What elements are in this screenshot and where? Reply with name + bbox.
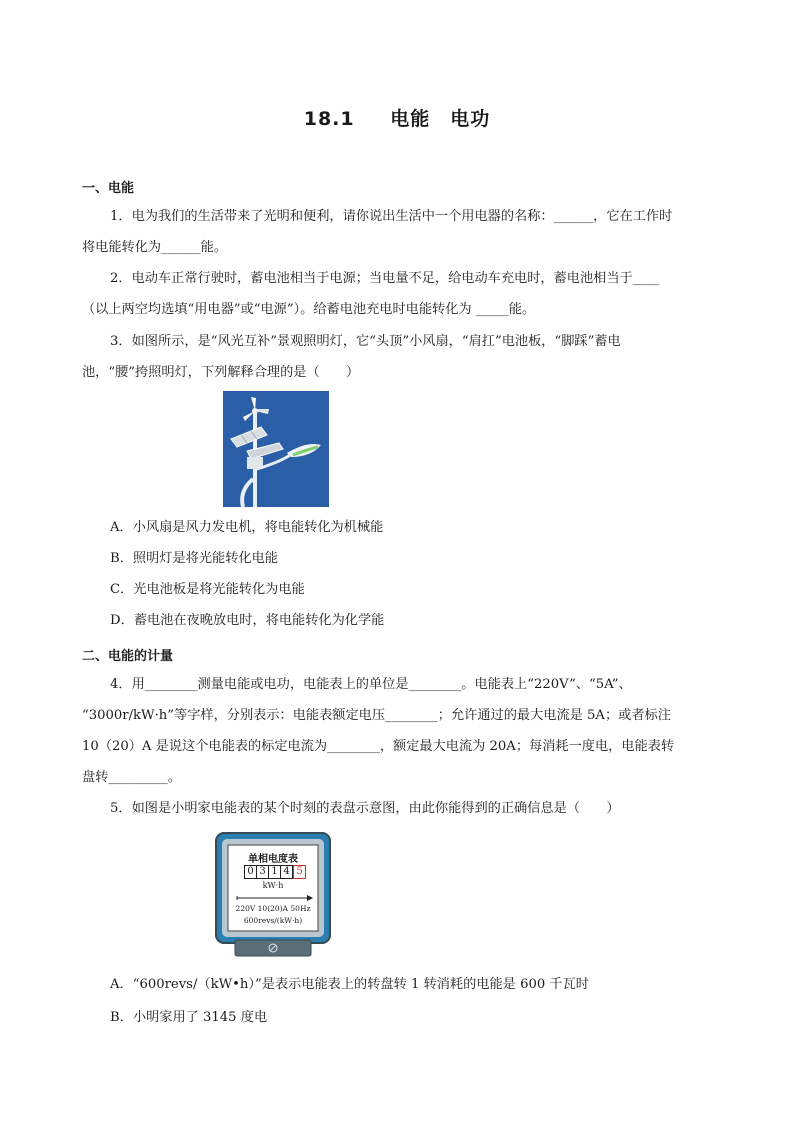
section-heading-energy: 一、电能 [82,181,135,196]
q3-line2: 池，“腰”挎照明灯，下列解释合理的是（ ） [82,365,360,380]
q1-line1: 1．电为我们的生活带来了光明和便利，请你说出生活中一个用电器的名称：______，它在工作时 [110,209,673,224]
meter-revs: 600revs/(kW·h) [243,916,303,925]
meter-title: 单相电度表 [248,854,298,865]
q3-line1: 3．如图所示，是“风光互补”景观照明灯，它“头顶”小风扇，“肩扛”电池板，“脚踩”蓄电 [110,334,621,349]
meter-digit-red: 5 [293,865,306,879]
q5-option-a: A．“600revs/（kW•h）”是表示电能表上的转盘转 1 转消耗的电能是 600 千瓦时 [110,977,589,992]
electric-meter-image [215,832,331,958]
meter-unit: kW·h [262,881,284,890]
q3-option-d: D．蓄电池在夜晚放电时，将电能转化为化学能 [110,613,385,628]
section-heading-measurement: 二、电能的计量 [82,649,174,664]
meter-spec: 220V 10(20)A 50Hz [235,904,311,913]
q4-line4: 盘转_________。 [82,770,181,785]
q3-option-a: A．小风扇是风力发电机，将电能转化为机械能 [110,520,384,535]
q4-line3: 10（20）A 是说这个电能表的标定电流为________，额定最大电流为 20A；每消耗一度电，电能表转 [82,739,675,754]
q3-option-b: B．照明灯是将光能转化电能 [110,551,278,566]
q2-line1: 2．电动车正常行驶时，蓄电池相当于电源；当电量不足，给电动车充电时，蓄电池相当于____ [110,271,660,286]
q1-line2: 将电能转化为______能。 [82,240,228,255]
meter-digit: 1 [269,865,281,879]
title-name: 电能 电功 [390,108,491,130]
meter-digits [244,865,306,879]
meter-digit: 4 [281,865,293,879]
title-number: 18.1 [303,108,355,130]
q5-line1: 5．如图是小明家电能表的某个时刻的表盘示意图，由此你能得到的正确信息是（ ） [110,801,620,816]
q5-option-b: B．小明家用了 3145 度电 [110,1010,268,1025]
q4-line2: “3000r/kW·h”等字样，分别表示：电能表额定电压________；允许通过的最大电流是 5A；或者标注 [82,708,671,723]
page-title [0,104,794,131]
q4-line1: 4．用________测量电能或电功，电能表上的单位是________。电能表上“220V”、“5A”、 [110,677,632,692]
q3-option-c: C．光电池板是将光能转化为电能 [110,582,305,597]
meter-digit: 3 [257,865,269,879]
q2-line2: （以上两空均选填“用电器”或“电源”）。给蓄电池充电时电能转化为 _____能。 [82,302,536,317]
meter-digit: 0 [244,865,257,879]
street-lamp-image [223,391,329,507]
